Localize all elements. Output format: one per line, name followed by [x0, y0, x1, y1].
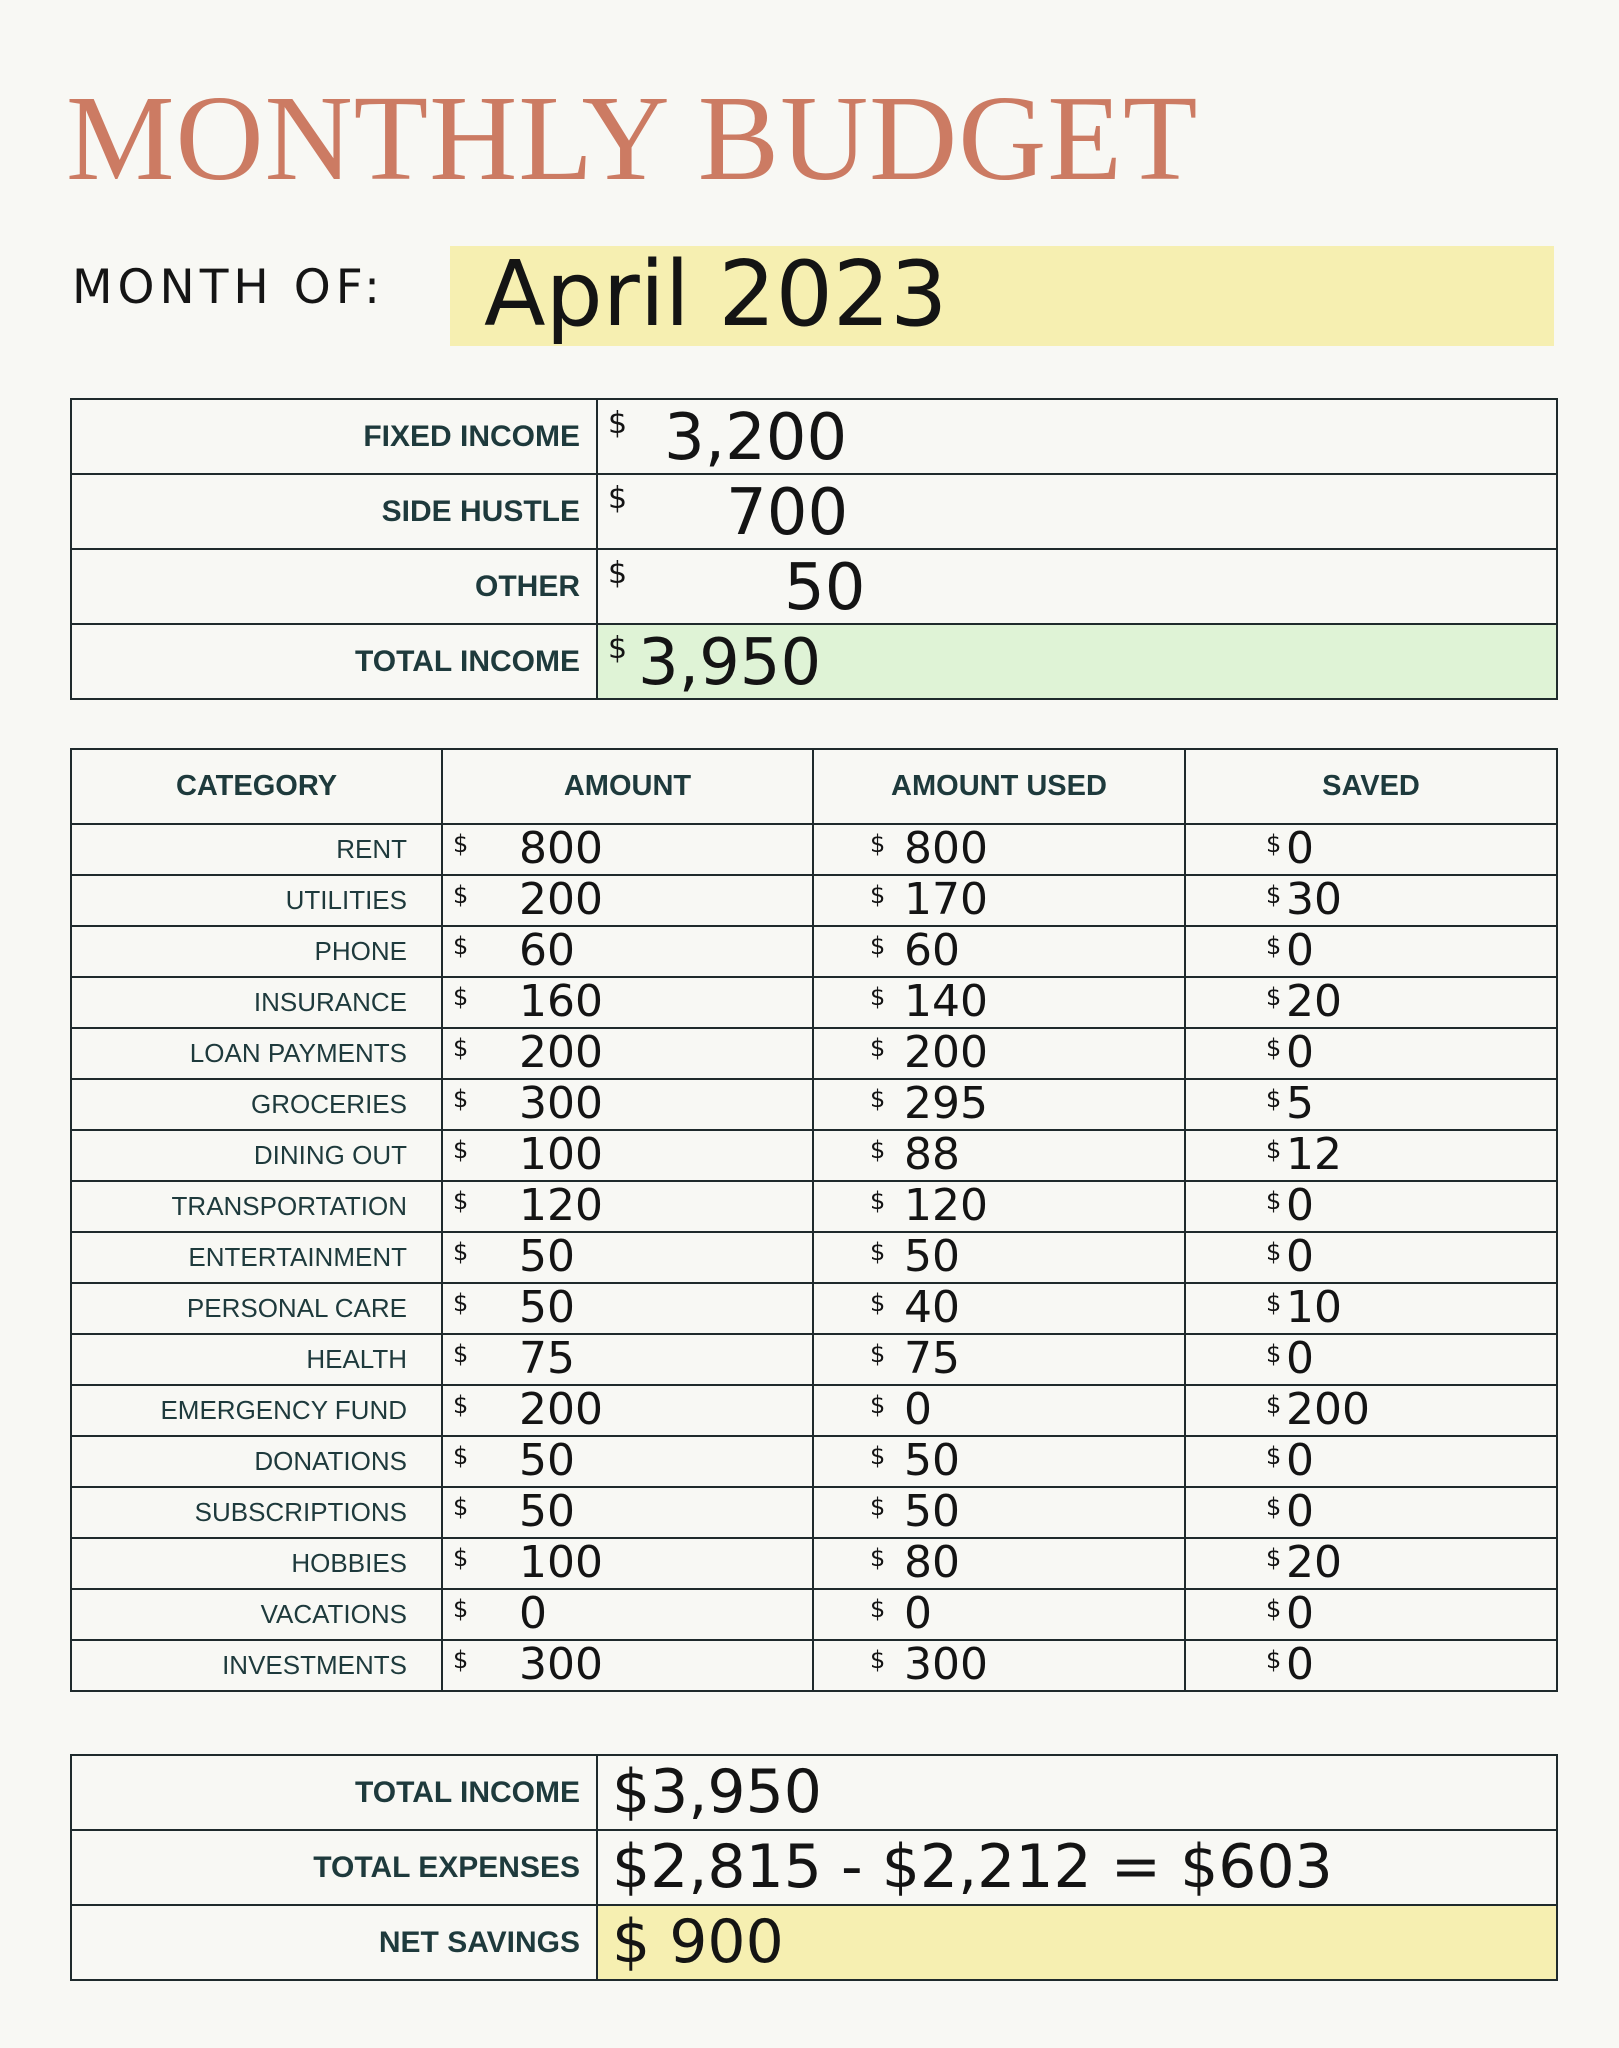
totals-label: NET SAVINGS	[71, 1905, 597, 1980]
category-used-cell[interactable]	[813, 1589, 1185, 1640]
category-used-value: 300	[904, 1640, 988, 1690]
category-saved-value: 5	[1286, 1079, 1314, 1129]
dollar-sign: $	[1266, 1595, 1282, 1623]
dollar-sign: $	[608, 631, 628, 666]
category-row	[71, 1130, 1557, 1181]
category-row	[71, 926, 1557, 977]
income-value: 700	[726, 476, 849, 549]
dollar-sign: $	[870, 1187, 886, 1215]
dollar-sign: $	[453, 1085, 469, 1113]
dollar-sign: $	[1266, 983, 1282, 1011]
dollar-sign: $	[453, 1238, 469, 1266]
category-label: TRANSPORTATION	[71, 1181, 442, 1232]
income-row	[71, 549, 1557, 624]
category-row	[71, 875, 1557, 926]
totals-value-cell[interactable]	[597, 1830, 1557, 1905]
category-saved-value: 0	[1286, 824, 1314, 874]
category-amount-value: 50	[519, 1487, 575, 1537]
dollar-sign: $	[1266, 1238, 1282, 1266]
category-saved-value: 20	[1286, 977, 1342, 1027]
category-used-cell[interactable]	[813, 1130, 1185, 1181]
dollar-sign: $	[1266, 1187, 1282, 1215]
category-saved-cell[interactable]	[1185, 1487, 1557, 1538]
total-income-value-cell[interactable]	[597, 624, 1557, 699]
category-label: EMERGENCY FUND	[71, 1385, 442, 1436]
category-amount-value: 60	[519, 926, 575, 976]
category-used-value: 170	[904, 875, 988, 925]
category-amount-cell[interactable]	[442, 1334, 813, 1385]
category-saved-cell[interactable]	[1185, 926, 1557, 977]
category-saved-value: 0	[1286, 1028, 1314, 1078]
category-row	[71, 1538, 1557, 1589]
category-amount-value: 160	[519, 977, 603, 1027]
category-used-value: 140	[904, 977, 988, 1027]
category-table	[70, 748, 1558, 1692]
category-label: UTILITIES	[71, 875, 442, 926]
dollar-sign: $	[1266, 1289, 1282, 1317]
dollar-sign: $	[870, 1238, 886, 1266]
category-used-cell[interactable]	[813, 1640, 1185, 1691]
totals-value-cell[interactable]	[597, 1755, 1557, 1830]
income-value-cell[interactable]	[597, 399, 1557, 474]
category-used-value: 800	[904, 824, 988, 874]
category-used-value: 295	[904, 1079, 988, 1129]
category-amount-cell[interactable]	[442, 1487, 813, 1538]
category-used-cell[interactable]	[813, 1028, 1185, 1079]
category-row	[71, 1589, 1557, 1640]
dollar-sign: $	[870, 830, 886, 858]
category-saved-cell[interactable]	[1185, 1283, 1557, 1334]
dollar-sign: $	[870, 1034, 886, 1062]
category-label: INVESTMENTS	[71, 1640, 442, 1691]
category-amount-value: 120	[519, 1181, 603, 1231]
dollar-sign: $	[1266, 1391, 1282, 1419]
category-saved-cell[interactable]	[1185, 1385, 1557, 1436]
income-value-cell[interactable]	[597, 549, 1557, 624]
dollar-sign: $	[453, 1391, 469, 1419]
category-row	[71, 977, 1557, 1028]
category-saved-cell[interactable]	[1185, 977, 1557, 1028]
dollar-sign: $	[453, 983, 469, 1011]
category-amount-value: 200	[519, 1385, 603, 1435]
dollar-sign: $	[453, 1136, 469, 1164]
category-saved-cell[interactable]	[1185, 1181, 1557, 1232]
category-amount-cell[interactable]	[442, 1589, 813, 1640]
income-label: SIDE HUSTLE	[71, 474, 597, 549]
dollar-sign: $	[870, 1289, 886, 1317]
category-amount-cell[interactable]	[442, 1079, 813, 1130]
category-label: VACATIONS	[71, 1589, 442, 1640]
category-label: HEALTH	[71, 1334, 442, 1385]
category-row	[71, 1028, 1557, 1079]
category-row	[71, 1079, 1557, 1130]
dollar-sign: $	[1266, 1493, 1282, 1521]
category-used-value: 120	[904, 1181, 988, 1231]
dollar-sign: $	[1266, 1034, 1282, 1062]
dollar-sign: $	[453, 1595, 469, 1623]
page-title: MONTHLY BUDGET	[66, 71, 1199, 206]
income-row	[71, 399, 1557, 474]
income-label: FIXED INCOME	[71, 399, 597, 474]
category-amount-value: 300	[519, 1640, 603, 1690]
income-value-cell[interactable]	[597, 474, 1557, 549]
dollar-sign: $	[453, 1442, 469, 1470]
totals-label: TOTAL EXPENSES	[71, 1830, 597, 1905]
category-saved-value: 12	[1286, 1130, 1342, 1180]
category-amount-cell[interactable]	[442, 977, 813, 1028]
dollar-sign: $	[870, 1544, 886, 1572]
category-row	[71, 1436, 1557, 1487]
category-row	[71, 1232, 1557, 1283]
net-savings-value-cell[interactable]	[597, 1905, 1557, 1980]
dollar-sign: $	[453, 1289, 469, 1317]
category-label: DINING OUT	[71, 1130, 442, 1181]
category-amount-cell[interactable]	[442, 1028, 813, 1079]
column-header: AMOUNT USED	[813, 749, 1185, 824]
dollar-sign: $	[870, 1493, 886, 1521]
dollar-sign: $	[870, 932, 886, 960]
category-amount-value: 800	[519, 824, 603, 874]
income-value: 3,950	[638, 626, 822, 699]
dollar-sign: $	[1266, 1544, 1282, 1572]
dollar-sign: $	[1266, 1646, 1282, 1674]
category-row	[71, 1640, 1557, 1691]
category-saved-value: 200	[1286, 1385, 1370, 1435]
category-row	[71, 1283, 1557, 1334]
totals-row	[71, 1905, 1557, 1980]
category-amount-value: 100	[519, 1538, 603, 1588]
category-saved-value: 10	[1286, 1283, 1342, 1333]
dollar-sign: $	[1266, 1085, 1282, 1113]
category-saved-cell[interactable]	[1185, 1640, 1557, 1691]
dollar-sign: $	[608, 406, 628, 441]
category-saved-cell[interactable]	[1185, 1232, 1557, 1283]
category-saved-cell[interactable]	[1185, 1538, 1557, 1589]
dollar-sign: $	[870, 1595, 886, 1623]
category-saved-cell[interactable]	[1185, 824, 1557, 875]
category-label: HOBBIES	[71, 1538, 442, 1589]
dollar-sign: $	[870, 983, 886, 1011]
category-amount-cell[interactable]	[442, 926, 813, 977]
category-saved-cell[interactable]	[1185, 1436, 1557, 1487]
category-saved-value: 0	[1286, 1436, 1314, 1486]
dollar-sign: $	[453, 1340, 469, 1368]
dollar-sign: $	[453, 932, 469, 960]
category-saved-value: 0	[1286, 1181, 1314, 1231]
category-used-value: 75	[904, 1334, 960, 1384]
category-used-cell[interactable]	[813, 1538, 1185, 1589]
category-row	[71, 1181, 1557, 1232]
totals-table	[70, 1754, 1558, 1981]
category-used-value: 50	[904, 1436, 960, 1486]
income-label: OTHER	[71, 549, 597, 624]
category-amount-cell[interactable]	[442, 1181, 813, 1232]
dollar-sign: $	[870, 1340, 886, 1368]
dollar-sign: $	[453, 1493, 469, 1521]
category-label: INSURANCE	[71, 977, 442, 1028]
totals-row	[71, 1830, 1557, 1905]
category-used-cell[interactable]	[813, 1232, 1185, 1283]
income-value: 50	[784, 551, 866, 624]
dollar-sign: $	[870, 1136, 886, 1164]
category-saved-value: 0	[1286, 1640, 1314, 1690]
category-amount-value: 50	[519, 1436, 575, 1486]
dollar-sign: $	[870, 1085, 886, 1113]
category-label: LOAN PAYMENTS	[71, 1028, 442, 1079]
dollar-sign: $	[1266, 1340, 1282, 1368]
totals-value: $3,950	[612, 1757, 822, 1827]
category-used-cell[interactable]	[813, 875, 1185, 926]
category-label: PERSONAL CARE	[71, 1283, 442, 1334]
income-value: 3,200	[664, 401, 848, 474]
category-saved-value: 20	[1286, 1538, 1342, 1588]
category-amount-value: 75	[519, 1334, 575, 1384]
category-amount-cell[interactable]	[442, 1232, 813, 1283]
category-amount-cell[interactable]	[442, 824, 813, 875]
dollar-sign: $	[608, 481, 628, 516]
category-label: GROCERIES	[71, 1079, 442, 1130]
category-amount-cell[interactable]	[442, 1640, 813, 1691]
dollar-sign: $	[453, 1646, 469, 1674]
category-used-cell[interactable]	[813, 1487, 1185, 1538]
category-used-cell[interactable]	[813, 926, 1185, 977]
category-saved-value: 0	[1286, 1232, 1314, 1282]
category-row	[71, 1334, 1557, 1385]
dollar-sign: $	[453, 881, 469, 909]
category-used-value: 60	[904, 926, 960, 976]
month-label: MONTH OF:	[72, 260, 385, 315]
income-row	[71, 474, 1557, 549]
totals-label: TOTAL INCOME	[71, 1755, 597, 1830]
dollar-sign: $	[870, 1646, 886, 1674]
dollar-sign: $	[453, 1187, 469, 1215]
category-amount-value: 100	[519, 1130, 603, 1180]
category-used-value: 88	[904, 1130, 960, 1180]
dollar-sign: $	[453, 830, 469, 858]
totals-value: $2,815 - $2,212 = $603	[612, 1832, 1333, 1902]
category-saved-cell[interactable]	[1185, 875, 1557, 926]
dollar-sign: $	[1266, 1136, 1282, 1164]
category-label: RENT	[71, 824, 442, 875]
category-amount-cell[interactable]	[442, 1130, 813, 1181]
category-saved-value: 0	[1286, 926, 1314, 976]
category-amount-cell[interactable]	[442, 1385, 813, 1436]
category-used-value: 50	[904, 1232, 960, 1282]
category-amount-value: 50	[519, 1283, 575, 1333]
category-saved-cell[interactable]	[1185, 1028, 1557, 1079]
category-saved-cell[interactable]	[1185, 1079, 1557, 1130]
category-amount-cell[interactable]	[442, 1538, 813, 1589]
month-value[interactable]: April 2023	[484, 242, 948, 347]
category-used-value: 80	[904, 1538, 960, 1588]
dollar-sign: $	[1266, 932, 1282, 960]
category-used-value: 0	[904, 1589, 932, 1639]
income-table	[70, 398, 1558, 700]
column-header: SAVED	[1185, 749, 1557, 824]
dollar-sign: $	[453, 1034, 469, 1062]
category-saved-value: 30	[1286, 875, 1342, 925]
dollar-sign: $	[870, 1391, 886, 1419]
dollar-sign: $	[1266, 881, 1282, 909]
category-used-value: 200	[904, 1028, 988, 1078]
category-header-row	[71, 749, 1557, 824]
category-used-cell[interactable]	[813, 1079, 1185, 1130]
category-amount-value: 0	[519, 1589, 547, 1639]
category-amount-value: 200	[519, 875, 603, 925]
category-saved-cell[interactable]	[1185, 1334, 1557, 1385]
category-used-cell[interactable]	[813, 1385, 1185, 1436]
income-row	[71, 624, 1557, 699]
category-used-cell[interactable]	[813, 1283, 1185, 1334]
category-amount-cell[interactable]	[442, 875, 813, 926]
category-label: ENTERTAINMENT	[71, 1232, 442, 1283]
category-amount-cell[interactable]	[442, 1283, 813, 1334]
category-amount-cell[interactable]	[442, 1436, 813, 1487]
category-label: DONATIONS	[71, 1436, 442, 1487]
category-used-cell[interactable]	[813, 824, 1185, 875]
totals-row	[71, 1755, 1557, 1830]
column-header: CATEGORY	[71, 749, 442, 824]
dollar-sign: $	[870, 881, 886, 909]
category-saved-value: 0	[1286, 1487, 1314, 1537]
dollar-sign: $	[870, 1442, 886, 1470]
category-used-value: 0	[904, 1385, 932, 1435]
dollar-sign: $	[1266, 1442, 1282, 1470]
totals-value: $ 900	[612, 1907, 784, 1977]
category-used-value: 50	[904, 1487, 960, 1537]
dollar-sign: $	[1266, 830, 1282, 858]
category-saved-cell[interactable]	[1185, 1130, 1557, 1181]
dollar-sign: $	[608, 556, 628, 591]
category-used-cell[interactable]	[813, 1436, 1185, 1487]
category-row	[71, 824, 1557, 875]
category-used-cell[interactable]	[813, 1334, 1185, 1385]
category-used-cell[interactable]	[813, 977, 1185, 1028]
column-header: AMOUNT	[442, 749, 813, 824]
dollar-sign: $	[453, 1544, 469, 1572]
category-saved-value: 0	[1286, 1334, 1314, 1384]
category-row	[71, 1385, 1557, 1436]
category-amount-value: 300	[519, 1079, 603, 1129]
category-used-cell[interactable]	[813, 1181, 1185, 1232]
category-amount-value: 50	[519, 1232, 575, 1282]
category-amount-value: 200	[519, 1028, 603, 1078]
category-saved-value: 0	[1286, 1589, 1314, 1639]
category-row	[71, 1487, 1557, 1538]
category-label: SUBSCRIPTIONS	[71, 1487, 442, 1538]
category-label: PHONE	[71, 926, 442, 977]
category-used-value: 40	[904, 1283, 960, 1333]
income-label: TOTAL INCOME	[71, 624, 597, 699]
category-saved-cell[interactable]	[1185, 1589, 1557, 1640]
